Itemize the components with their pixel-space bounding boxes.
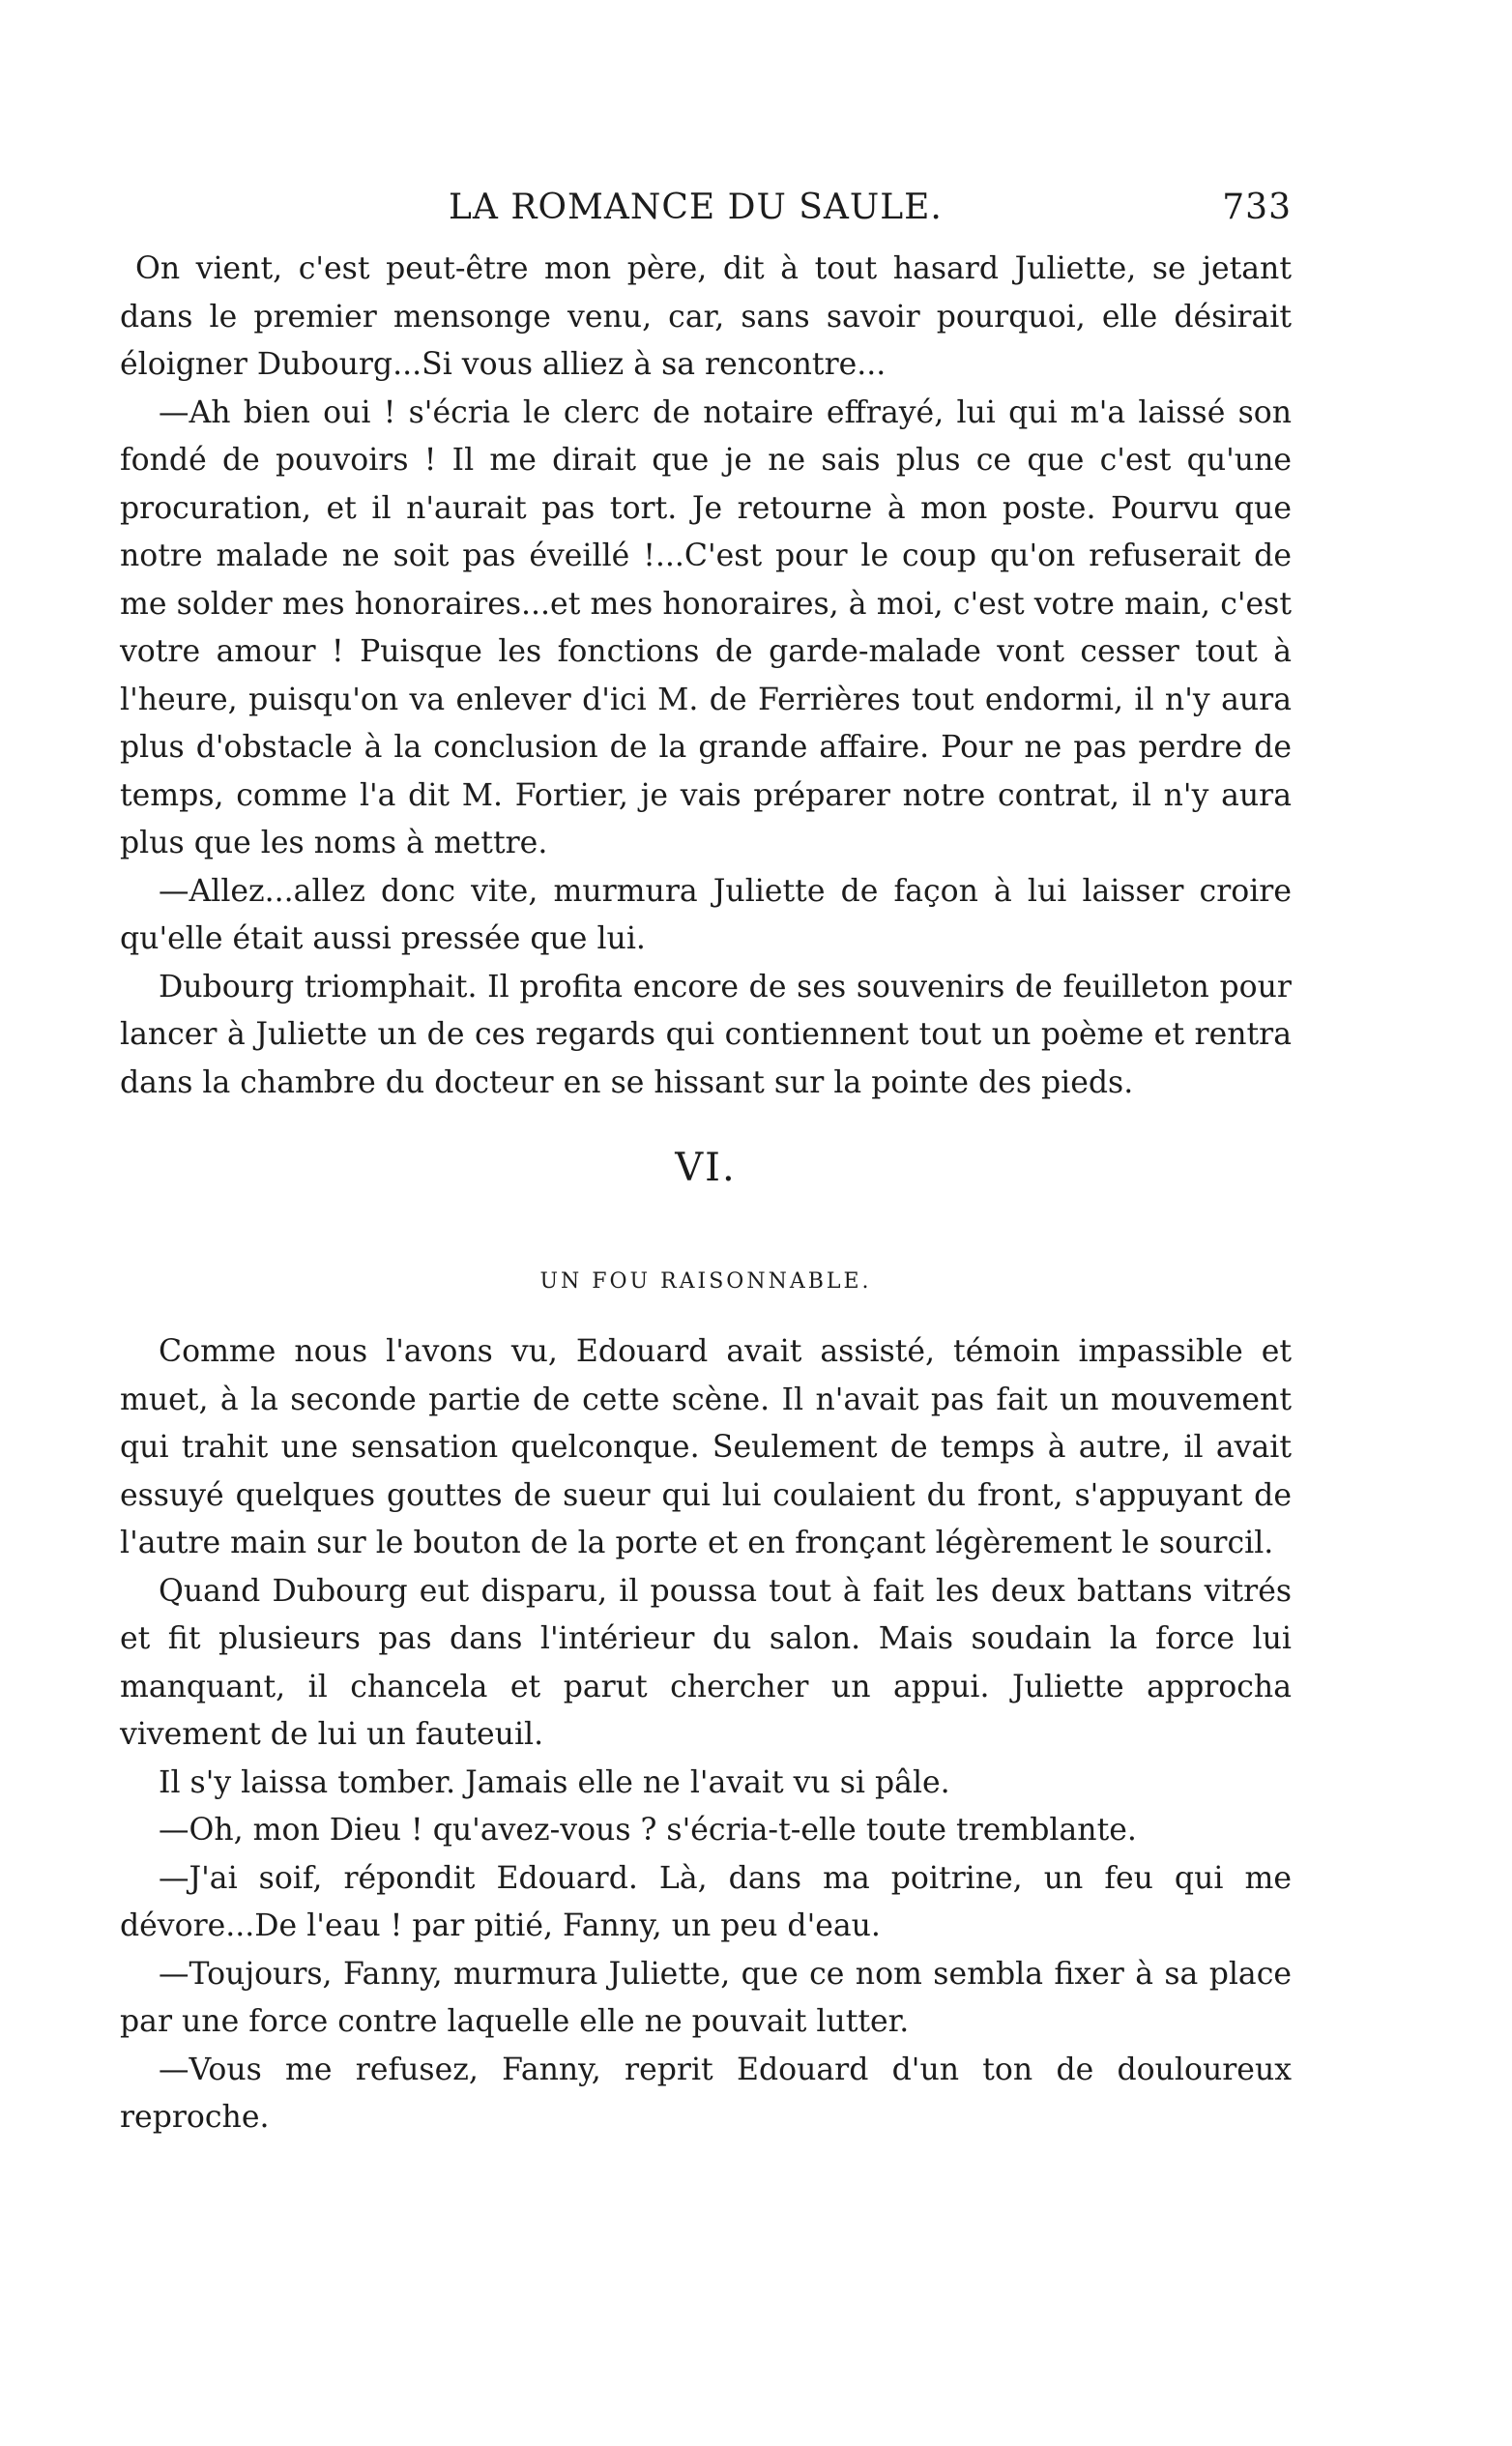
paragraph: Quand Dubourg eut disparu, il poussa tout à fait les deux battans vitrés et fit plusieurs pas dans l'intérieur du salon. Mais soudain la force lui manquant, il chancela et parut chercher un appui. Juliette approcha vivement de lui un fauteuil. bbox=[120, 1573, 1292, 1752]
chapter-number: VI. bbox=[675, 1146, 737, 1190]
running-title: LA ROMANCE DU SAULE. bbox=[449, 188, 943, 227]
body-text-bottom bbox=[120, 1328, 1292, 2142]
paragraph: —Allez...allez donc vite, murmura Juliette de façon à lui laisser croire qu'elle était aussi pressée que lui. bbox=[120, 873, 1292, 956]
book-page bbox=[120, 180, 1292, 2345]
paragraph: —Oh, mon Dieu ! qu'avez-vous ? s'écria-t-elle toute tremblante. bbox=[159, 1813, 1137, 1848]
chapter-title: UN FOU RAISONNABLE. bbox=[539, 1269, 872, 1294]
body-text-top bbox=[120, 246, 1292, 1107]
paragraph: Il s'y laissa tomber. Jamais elle ne l'avait vu si pâle. bbox=[159, 1764, 950, 1800]
page-header bbox=[120, 180, 1292, 238]
paragraph: —Ah bien oui ! s'écria le clerc de notaire effrayé, lui qui m'a laissé son fondé de pouvoirs ! Il me dirait que je ne sais plus ce que c'est qu'une procuration, et il n'aurait pas tort. Je retourne à mon poste. Pourvu que notre malade ne soit pas éveillé !...C'est pour le coup qu'on refuserait de me solder mes honoraires...et mes honoraires, à moi, c'est votre main, c'est votre amour ! Puisque les fonctions de garde-malade vont cesser tout à l'heure, puisqu'on va enlever d'ici M. de Ferrières tout endormi, il n'y aura plus d'obstacle à la conclusion de la grande affaire. Pour ne pas perdre de temps, comme l'a dit M. Fortier, je vais préparer notre contrat, il n'y aura plus que les noms à mettre. bbox=[120, 394, 1292, 860]
paragraph: —Toujours, Fanny, murmura Juliette, que ce nom sembla fixer à sa place par une force contre laquelle elle ne pouvait lutter. bbox=[120, 1956, 1292, 2039]
paragraph: On vient, c'est peut-être mon père, dit à tout hasard Juliette, se jetant dans le premier mensonge venu, car, sans savoir pourquoi, elle désirait éloigner Dubourg...Si vous alliez à sa rencontre... bbox=[120, 251, 1292, 382]
paragraph: Dubourg triomphait. Il profita encore de ses souvenirs de feuilleton pour lancer à Juliette un de ces regards qui contiennent tout un poème et rentra dans la chambre du docteur en se hissant sur la pointe des pieds. bbox=[120, 969, 1292, 1100]
paragraph: —J'ai soif, répondit Edouard. Là, dans ma poitrine, un feu qui me dévore...De l'eau ! par pitié, Fanny, un peu d'eau. bbox=[120, 1860, 1292, 1943]
paragraph: —Vous me refusez, Fanny, reprit Edouard d'un ton de douloureux reproche. bbox=[120, 2052, 1292, 2135]
page-number: 733 bbox=[1222, 188, 1292, 227]
paragraph: Comme nous l'avons vu, Edouard avait assisté, témoin impassible et muet, à la seconde partie de cette scène. Il n'avait pas fait un mouvement qui trahit une sensation quelconque. Seulement de temps à autre, il avait essuyé quelques gouttes de sueur qui lui coulaient du front, s'appuyant de l'autre main sur le bouton de la porte et en fronçant légèrement le sourcil. bbox=[120, 1334, 1292, 1560]
